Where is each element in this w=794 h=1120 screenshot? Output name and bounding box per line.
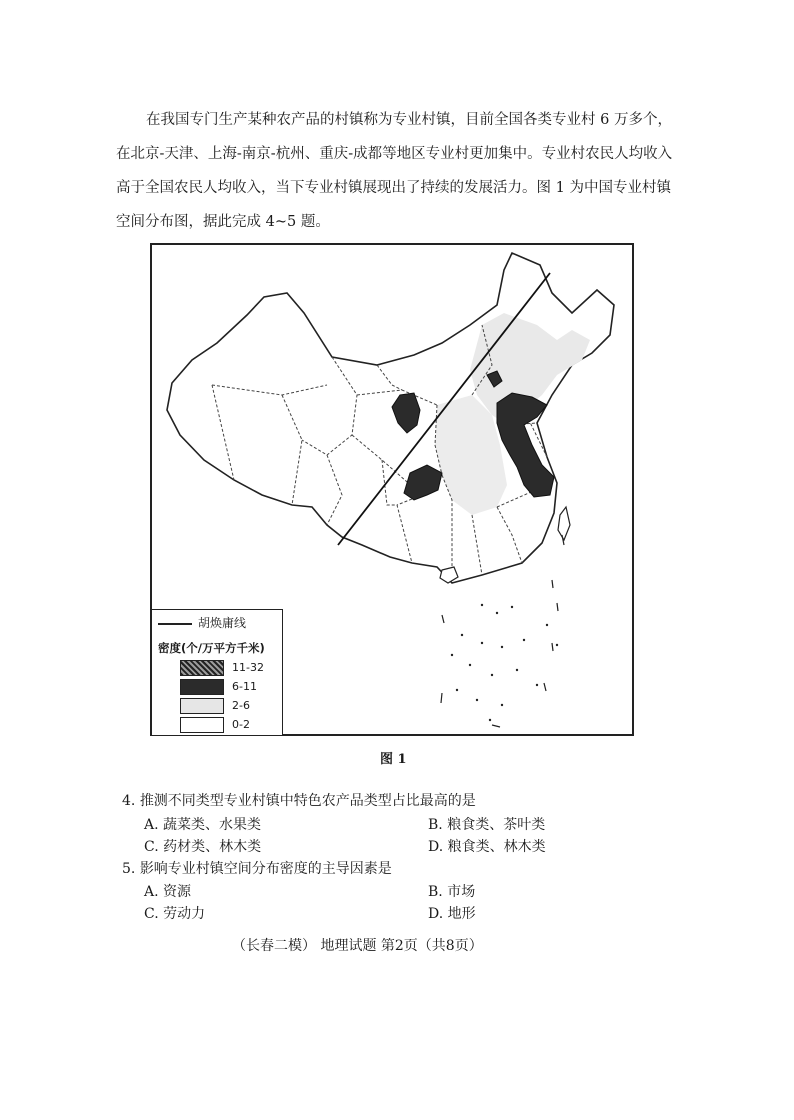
q5-option-a[interactable] — [144, 881, 191, 901]
option-key: A. — [144, 884, 159, 900]
map-legend — [152, 609, 283, 735]
option-key: C. — [144, 906, 159, 922]
option-key: C. — [144, 839, 159, 855]
legend-row-11-32 — [180, 660, 276, 678]
option-text: 药材类、林木类 — [163, 839, 262, 855]
option-text: 蔬菜类、水果类 — [163, 817, 262, 833]
legend-label: 11-32 — [232, 661, 264, 674]
intro-line-4: 空间分布图，据此完成 4~5 题。 — [116, 214, 330, 230]
legend-swatch-light — [180, 698, 224, 714]
question-text: 推测不同类型专业村镇中特色农产品类型占比最高的是 — [139, 793, 476, 809]
legend-row-0-2 — [180, 717, 276, 735]
china-outline — [167, 253, 614, 583]
taiwan — [558, 507, 570, 540]
legend-row-2-6 — [180, 698, 276, 716]
option-text: 资源 — [163, 884, 192, 900]
legend-swatch-hatched — [180, 660, 224, 676]
q4-option-a[interactable] — [144, 814, 261, 834]
legend-line-sample — [158, 623, 192, 625]
option-text: 粮食类、茶叶类 — [447, 817, 546, 833]
q5-option-b[interactable] — [428, 881, 475, 901]
option-key: B. — [428, 817, 443, 833]
legend-label: 6-11 — [232, 680, 257, 693]
q5-option-c[interactable] — [144, 903, 205, 923]
legend-swatch-white — [180, 717, 224, 733]
question-text: 影响专业村镇空间分布密度的主导因素是 — [139, 861, 392, 877]
legend-density-title: 密度(个/万平方千米) — [158, 641, 265, 655]
page-footer: （长春二模） 地理试题 第2页（共8页） — [232, 938, 483, 954]
legend-swatch-dark — [180, 679, 224, 695]
q5-option-d[interactable] — [428, 903, 476, 923]
legend-hu-label: 胡焕庸线 — [198, 616, 247, 630]
question-number: 4. — [122, 793, 136, 809]
intro-line-2: 在北京-天津、上海-南京-杭州、重庆-成都等地区专业村更加集中。专业村农民人均收入 — [116, 146, 673, 162]
intro-paragraph — [116, 103, 688, 239]
option-key: D. — [428, 906, 444, 922]
legend-label: 2-6 — [232, 699, 250, 712]
question-4-stem — [122, 790, 476, 810]
south-china-sea-islands — [451, 604, 558, 721]
q4-option-c[interactable] — [144, 836, 261, 856]
option-key: D. — [428, 839, 444, 855]
q4-option-d[interactable] — [428, 836, 546, 856]
q4-option-b[interactable] — [428, 814, 545, 834]
intro-line-3: 高于全国农民人均收入，当下专业村镇展现出了持续的发展活力。图 1 为中国专业村镇 — [116, 180, 671, 196]
figure-caption: 图 1 — [380, 752, 407, 767]
question-number: 5. — [122, 861, 136, 877]
legend-hu-line — [158, 614, 246, 631]
option-text: 地形 — [447, 906, 476, 922]
legend-label: 0-2 — [232, 718, 250, 731]
intro-line-1: 在我国专门生产某种农产品的村镇称为专业村镇，目前全国各类专业村 6 万多个， — [146, 112, 672, 128]
option-key: B. — [428, 884, 443, 900]
option-text: 市场 — [447, 884, 476, 900]
question-5-stem — [122, 858, 392, 878]
legend-row-6-11 — [180, 679, 276, 697]
option-text: 劳动力 — [163, 906, 206, 922]
option-text: 粮食类、林木类 — [447, 839, 546, 855]
option-key: A. — [144, 817, 159, 833]
